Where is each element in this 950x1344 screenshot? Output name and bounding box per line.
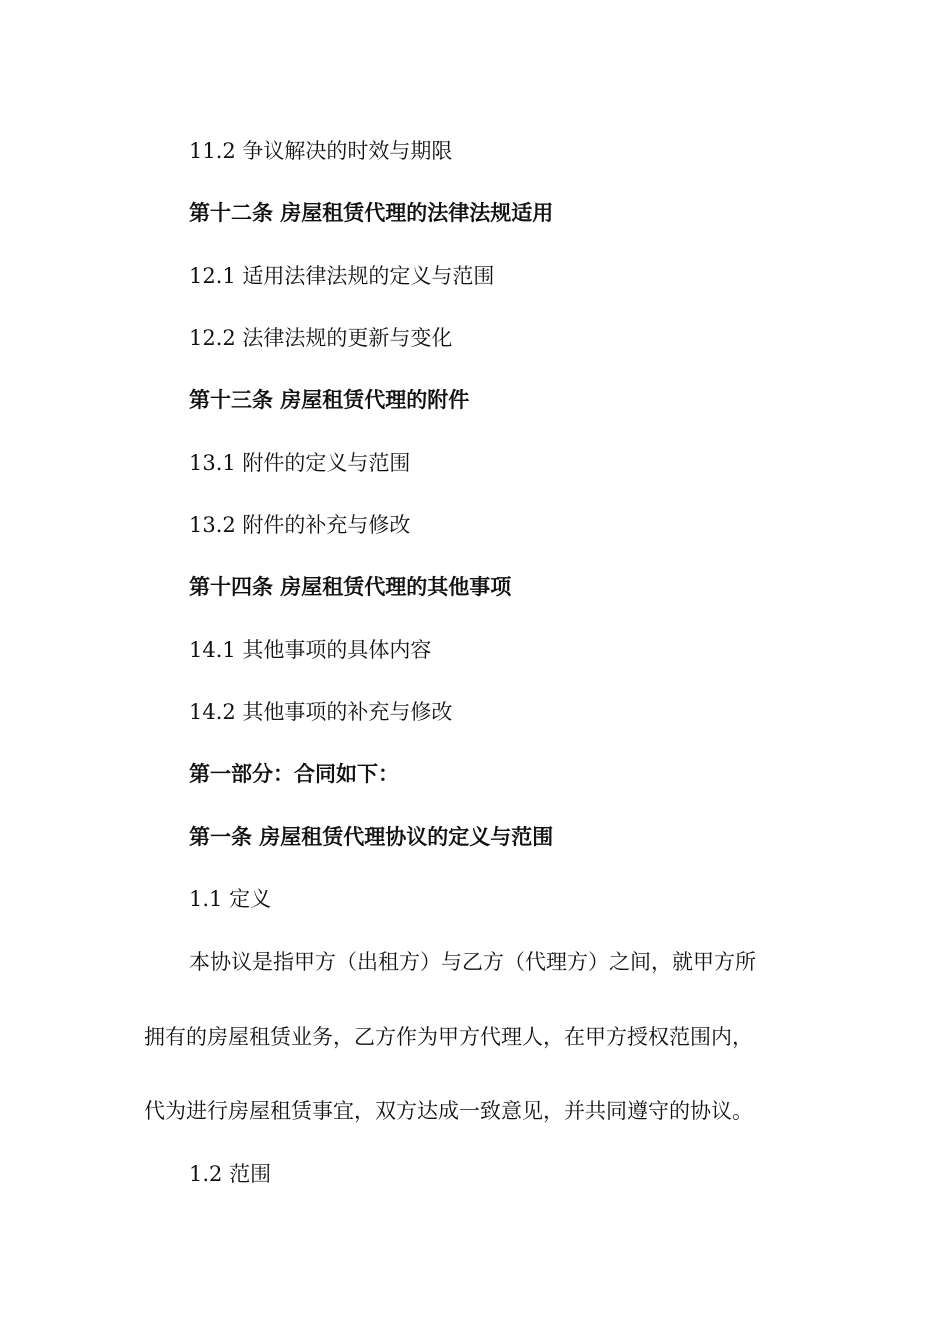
article-14-heading: 第十四条 房屋租赁代理的其他事项	[189, 575, 512, 599]
paragraph-line: 代为进行房屋租赁事宜，双方达成一致意见，并共同遵守的协议。	[144, 1099, 753, 1123]
paragraph-line: 拥有的房屋租赁业务，乙方作为甲方代理人，在甲方授权范围内，	[144, 1025, 753, 1049]
clause-12-1: 12.1 适用法律法规的定义与范围	[189, 264, 495, 288]
clause-13-1: 13.1 附件的定义与范围	[189, 451, 411, 475]
clause-1-1: 1.1 定义	[189, 887, 272, 911]
clause-13-2: 13.2 附件的补充与修改	[189, 513, 411, 537]
part-one-heading: 第一部分：合同如下：	[189, 762, 399, 786]
clause-1-2: 1.2 范围	[189, 1162, 272, 1186]
clause-12-2: 12.2 法律法规的更新与变化	[189, 326, 453, 350]
clause-14-2: 14.2 其他事项的补充与修改	[189, 700, 453, 724]
article-13-heading: 第十三条 房屋租赁代理的附件	[189, 388, 470, 412]
article-1-heading: 第一条 房屋租赁代理协议的定义与范围	[189, 825, 554, 849]
article-12-heading: 第十二条 房屋租赁代理的法律法规适用	[189, 201, 554, 225]
paragraph-line: 本协议是指甲方（出租方）与乙方（代理方）之间，就甲方所	[189, 950, 756, 974]
clause-14-1: 14.1 其他事项的具体内容	[189, 638, 432, 662]
clause-11-2: 11.2 争议解决的时效与期限	[189, 139, 453, 163]
